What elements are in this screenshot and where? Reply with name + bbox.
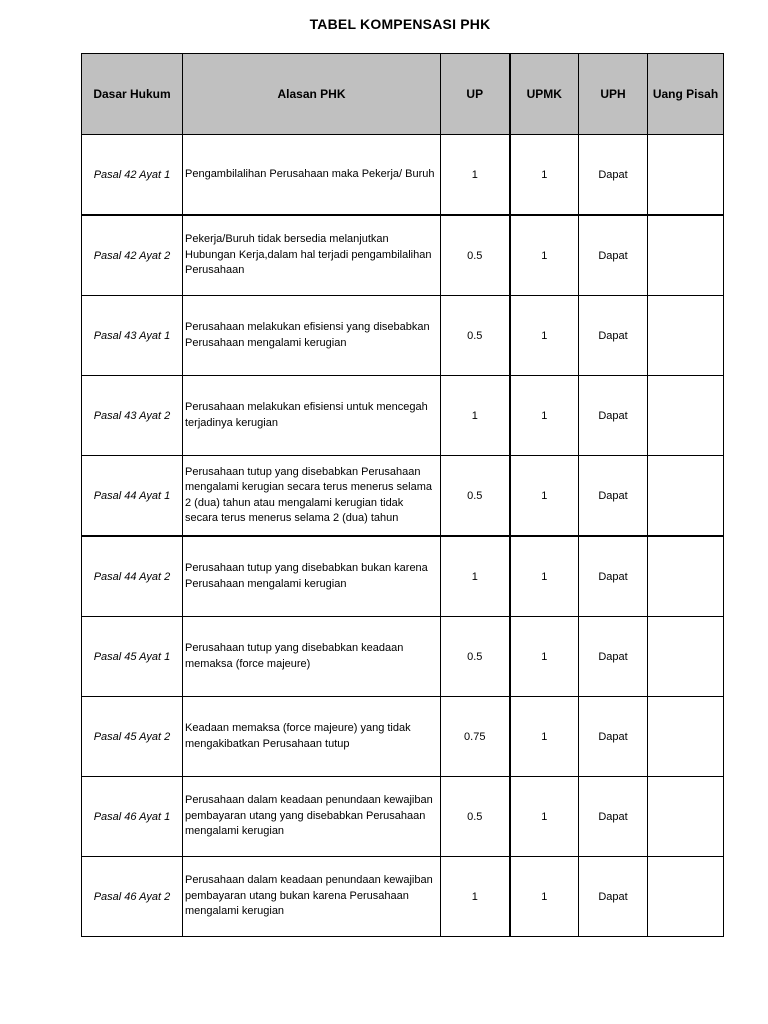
up-cell: 0.5 — [441, 456, 510, 537]
uph-cell: Dapat — [579, 697, 648, 777]
dasar-hukum-cell: Pasal 45 Ayat 2 — [82, 697, 183, 777]
uph-cell: Dapat — [579, 857, 648, 937]
alasan-phk-cell: Pekerja/Buruh tidak bersedia melanjutkan Hubungan Kerja,dalam hal terjadi pengambilalihan Perusahaan — [183, 215, 441, 296]
table-row — [82, 376, 724, 456]
upmk-cell: 1 — [510, 376, 579, 456]
dasar-hukum-cell: Pasal 42 Ayat 1 — [82, 135, 183, 216]
up-cell: 1 — [441, 536, 510, 617]
uang-pisah-cell — [648, 376, 724, 456]
alasan-phk-cell: Perusahaan melakukan efisiensi yang disebabkan Perusahaan mengalami kerugian — [183, 296, 441, 376]
upmk-cell: 1 — [510, 215, 579, 296]
alasan-phk-cell: Perusahaan tutup yang disebabkan keadaan memaksa (force majeure) — [183, 617, 441, 697]
alasan-phk-cell: Perusahaan tutup yang disebabkan Perusahaan mengalami kerugian secara terus menerus selama 2 (dua) tahun atau mengalami kerugian tidak secara terus menerus selama 2 (dua) tahun — [183, 456, 441, 537]
upmk-cell: 1 — [510, 857, 579, 937]
header-uph: UPH — [579, 54, 648, 135]
page-title: TABEL KOMPENSASI PHK — [309, 16, 491, 32]
uph-cell: Dapat — [579, 617, 648, 697]
table-header-row — [82, 54, 724, 135]
table-row — [82, 536, 724, 617]
uang-pisah-cell — [648, 857, 724, 937]
dasar-hukum-cell: Pasal 46 Ayat 1 — [82, 777, 183, 857]
uph-cell: Dapat — [579, 536, 648, 617]
header-upmk: UPMK — [510, 54, 579, 135]
dasar-hukum-cell: Pasal 44 Ayat 2 — [82, 536, 183, 617]
upmk-cell: 1 — [510, 296, 579, 376]
compensation-table — [81, 53, 724, 937]
dasar-hukum-cell: Pasal 42 Ayat 2 — [82, 215, 183, 296]
uph-cell: Dapat — [579, 296, 648, 376]
up-cell: 1 — [441, 376, 510, 456]
table-row — [82, 777, 724, 857]
uang-pisah-cell — [648, 135, 724, 216]
uph-cell: Dapat — [579, 215, 648, 296]
uph-cell: Dapat — [579, 456, 648, 537]
dasar-hukum-cell: Pasal 44 Ayat 1 — [82, 456, 183, 537]
upmk-cell: 1 — [510, 697, 579, 777]
dasar-hukum-cell: Pasal 43 Ayat 1 — [82, 296, 183, 376]
table-row — [82, 456, 724, 537]
alasan-phk-cell: Perusahaan dalam keadaan penundaan kewajiban pembayaran utang bukan karena Perusahaan mengalami kerugian — [183, 857, 441, 937]
table-row — [82, 697, 724, 777]
up-cell: 0.5 — [441, 215, 510, 296]
uang-pisah-cell — [648, 777, 724, 857]
table-row — [82, 617, 724, 697]
header-alasan-phk: Alasan PHK — [183, 54, 441, 135]
table-row — [82, 857, 724, 937]
upmk-cell: 1 — [510, 777, 579, 857]
up-cell: 0.5 — [441, 296, 510, 376]
uang-pisah-cell — [648, 617, 724, 697]
alasan-phk-cell: Perusahaan dalam keadaan penundaan kewajiban pembayaran utang yang disebabkan Perusahaan mengalami kerugian — [183, 777, 441, 857]
header-dasar-hukum: Dasar Hukum — [82, 54, 183, 135]
uph-cell: Dapat — [579, 376, 648, 456]
uang-pisah-cell — [648, 697, 724, 777]
uang-pisah-cell — [648, 296, 724, 376]
dasar-hukum-cell: Pasal 46 Ayat 2 — [82, 857, 183, 937]
alasan-phk-cell: Pengambilalihan Perusahaan maka Pekerja/ Buruh — [183, 135, 441, 216]
header-uang-pisah: Uang Pisah — [648, 54, 724, 135]
up-cell: 0.5 — [441, 777, 510, 857]
uph-cell: Dapat — [579, 777, 648, 857]
dasar-hukum-cell: Pasal 45 Ayat 1 — [82, 617, 183, 697]
alasan-phk-cell: Perusahaan tutup yang disebabkan bukan karena Perusahaan mengalami kerugian — [183, 536, 441, 617]
up-cell: 0.75 — [441, 697, 510, 777]
dasar-hukum-cell: Pasal 43 Ayat 2 — [82, 376, 183, 456]
upmk-cell: 1 — [510, 617, 579, 697]
alasan-phk-cell: Perusahaan melakukan efisiensi untuk mencegah terjadinya kerugian — [183, 376, 441, 456]
uang-pisah-cell — [648, 536, 724, 617]
up-cell: 0.5 — [441, 617, 510, 697]
table-row — [82, 215, 724, 296]
uang-pisah-cell — [648, 215, 724, 296]
uang-pisah-cell — [648, 456, 724, 537]
upmk-cell: 1 — [510, 456, 579, 537]
table-row — [82, 296, 724, 376]
up-cell: 1 — [441, 857, 510, 937]
upmk-cell: 1 — [510, 135, 579, 216]
upmk-cell: 1 — [510, 536, 579, 617]
header-up: UP — [441, 54, 510, 135]
up-cell: 1 — [441, 135, 510, 216]
table-row — [82, 135, 724, 216]
alasan-phk-cell: Keadaan memaksa (force majeure) yang tidak mengakibatkan Perusahaan tutup — [183, 697, 441, 777]
uph-cell: Dapat — [579, 135, 648, 216]
